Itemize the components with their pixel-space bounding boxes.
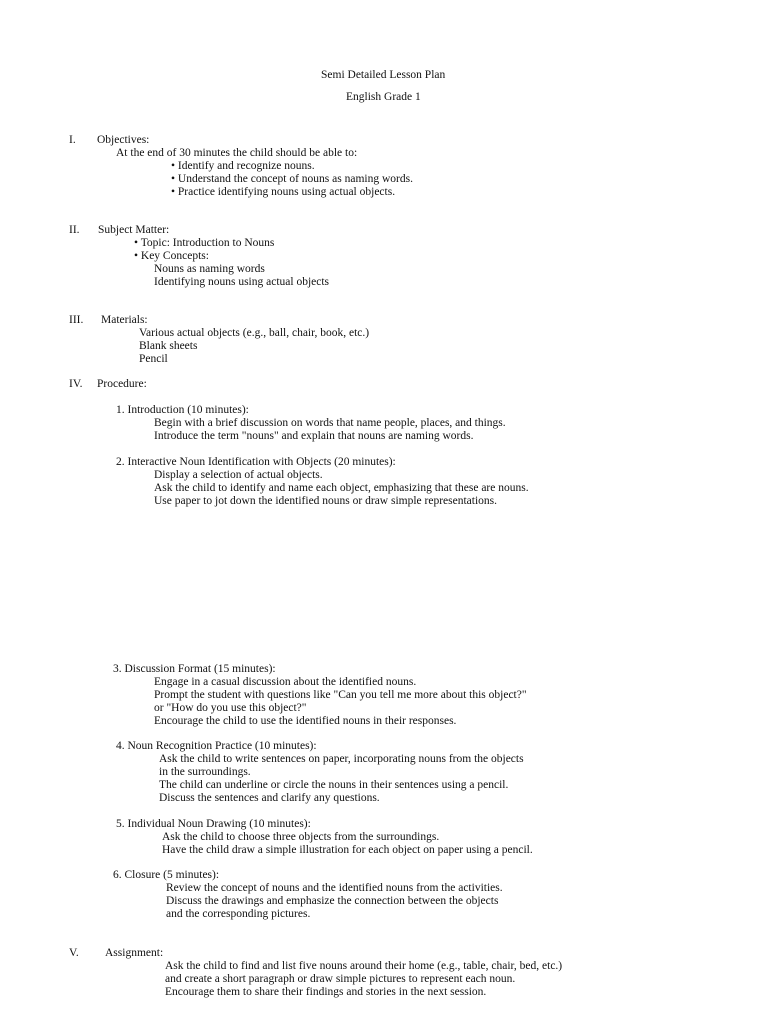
objective-bullet: • Practice identifying nouns using actual objects. [171,186,396,198]
material-item: Various actual objects (e.g., ball, chair, book, etc.) [139,327,370,339]
section-numeral-subject-matter: II. [69,224,80,236]
procedure-step-line: Discuss the sentences and clarify any questions. [159,792,380,804]
procedure-step-title: 4. Noun Recognition Practice (10 minutes): [116,740,317,752]
objective-bullet: • Understand the concept of nouns as naming words. [171,173,413,185]
document-title: Semi Detailed Lesson Plan [321,69,446,81]
section-numeral-assignment: V. [69,947,79,959]
procedure-step-line: Prompt the student with questions like "Can you tell me more about this object?" [154,689,527,701]
assignment-line: Ask the child to find and list five nouns around their home (e.g., table, chair, bed, etc.) [165,960,563,972]
document-subtitle: English Grade 1 [346,91,421,103]
procedure-step-title: 3. Discussion Format (15 minutes): [113,663,276,675]
procedure-step-line: Have the child draw a simple illustration for each object on paper using a pencil. [162,844,533,856]
procedure-step-line: The child can underline or circle the nouns in their sentences using a pencil. [159,779,509,791]
procedure-step-line: Use paper to jot down the identified nouns or draw simple representations. [154,495,498,507]
section-numeral-procedure: IV. [69,378,83,390]
section-numeral-materials: III. [69,314,84,326]
procedure-step-line: Begin with a brief discussion on words that name people, places, and things. [154,417,506,429]
section-numeral-objectives: I. [69,134,76,146]
assignment-line: Encourage them to share their findings and stories in the next session. [165,986,487,998]
procedure-step-line: Discuss the drawings and emphasize the connection between the objects [166,895,499,907]
material-item: Blank sheets [139,340,198,352]
material-item: Pencil [139,353,168,365]
objective-bullet: • Identify and recognize nouns. [171,160,315,172]
section-heading-subject-matter: Subject Matter: [98,224,170,236]
procedure-step-line: in the surroundings. [159,766,251,778]
procedure-step-line: Ask the child to choose three objects from the surroundings. [162,831,440,843]
section-heading-assignment: Assignment: [105,947,164,959]
section-heading-materials: Materials: [101,314,148,326]
subject-key-concepts: • Key Concepts: [134,250,209,262]
procedure-step-line: Introduce the term "nouns" and explain that nouns are naming words. [154,430,474,442]
procedure-step-line: Ask the child to identify and name each object, emphasizing that these are nouns. [154,482,529,494]
section-heading-procedure: Procedure: [97,378,147,390]
procedure-step-line: Review the concept of nouns and the identified nouns from the activities. [166,882,503,894]
procedure-step-line: Ask the child to write sentences on paper, incorporating nouns from the objects [159,753,524,765]
subject-topic: • Topic: Introduction to Nouns [134,237,275,249]
procedure-step-line: or "How do you use this object?" [154,702,307,714]
procedure-step-line: Encourage the child to use the identified nouns in their responses. [154,715,457,727]
procedure-step-line: Engage in a casual discussion about the identified nouns. [154,676,417,688]
procedure-step-title: 1. Introduction (10 minutes): [116,404,249,416]
procedure-step-title: 2. Interactive Noun Identification with Objects (20 minutes): [116,456,396,468]
objectives-intro: At the end of 30 minutes the child should be able to: [116,147,358,159]
key-concept-item: Nouns as naming words [154,263,265,275]
procedure-step-line: and the corresponding pictures. [166,908,311,920]
procedure-step-line: Display a selection of actual objects. [154,469,323,481]
procedure-step-title: 5. Individual Noun Drawing (10 minutes): [116,818,311,830]
procedure-step-title: 6. Closure (5 minutes): [113,869,220,881]
section-heading-objectives: Objectives: [97,134,150,146]
assignment-line: and create a short paragraph or draw simple pictures to represent each noun. [165,973,516,985]
key-concept-item: Identifying nouns using actual objects [154,276,330,288]
